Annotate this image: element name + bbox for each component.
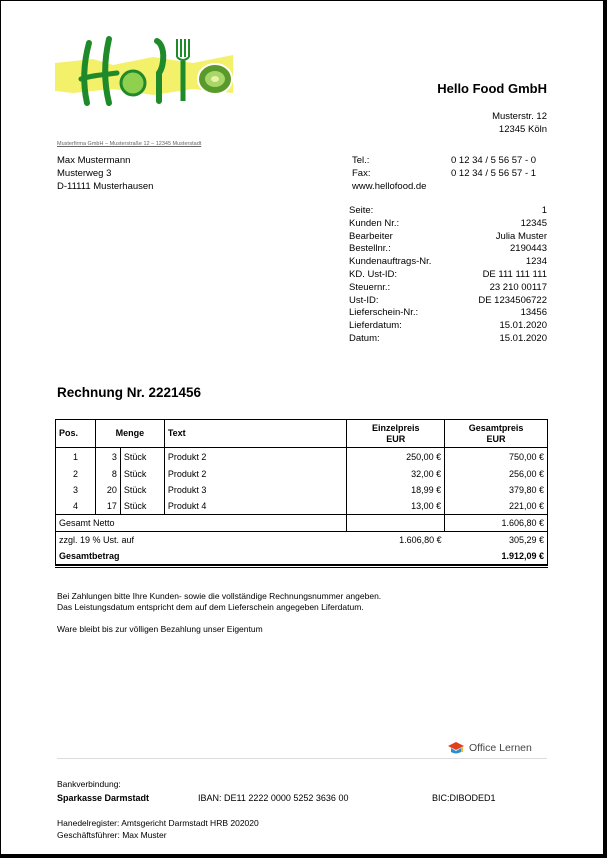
company-logo <box>53 35 235 107</box>
row-unit: Stück <box>120 498 164 515</box>
company-city: 12345 Köln <box>498 124 547 135</box>
row-price: 32,00 € <box>347 466 445 482</box>
total-row <box>56 548 548 565</box>
meta-value: 1 <box>541 205 547 216</box>
website: www.hellofood.de <box>352 181 427 192</box>
company-street: Musterstr. 12 <box>492 111 547 122</box>
netto-value: 1.606,80 € <box>445 514 548 531</box>
recipient-street: Musterweg 3 <box>57 168 112 179</box>
meta-label: Datum: <box>349 332 380 344</box>
meta-value: 15.01.2020 <box>499 332 547 344</box>
meta-label: Ust-ID: <box>349 294 379 306</box>
einzelpreis-unit: EUR <box>386 433 406 444</box>
row-text: Produkt 2 <box>164 466 346 482</box>
meta-label: KD. Ust-ID: <box>349 268 398 280</box>
company-name: Hello Food GmbH <box>437 81 547 96</box>
row-text: Produkt 2 <box>164 448 346 466</box>
recipient-name: Max Mustermann <box>57 155 131 166</box>
row-unit: Stück <box>120 466 164 482</box>
gesamtpreis-unit: EUR <box>486 433 506 444</box>
company-address <box>401 110 547 136</box>
meta-value: 13456 <box>520 307 547 319</box>
row-pos: 3 <box>56 482 96 498</box>
recipient-city: D-11111 Musterhausen <box>57 181 154 192</box>
meta-value: Julia Muster <box>495 230 547 242</box>
iban: IBAN: DE11 2222 0000 5252 3636 00 <box>198 793 349 803</box>
row-total: 221,00 € <box>445 498 548 515</box>
vat-row <box>56 531 548 548</box>
office-lernen-logo <box>447 741 532 755</box>
invoice-items-table <box>55 419 548 565</box>
footer-divider <box>57 758 547 759</box>
meta-row <box>349 333 547 346</box>
row-total: 256,00 € <box>445 466 548 482</box>
meta-row <box>349 231 547 244</box>
meta-label: Kunden Nr.: <box>349 217 400 229</box>
note-line: Ware bleibt bis zur völligen Bezahlung unser Eigentum <box>57 624 263 634</box>
row-pos: 4 <box>56 498 96 515</box>
bank-label: Bankverbindung: <box>57 779 121 789</box>
meta-row <box>349 307 547 320</box>
meta-label: Bearbeiter <box>349 230 393 242</box>
graduation-cap-icon <box>447 741 465 755</box>
table-row <box>56 448 548 466</box>
row-total: 379,80 € <box>445 482 548 498</box>
row-text: Produkt 4 <box>164 498 346 515</box>
note-line: Das Leistungsdatum entspricht dem auf dem Lieferschein angegeben Liferdatum. <box>57 602 364 612</box>
fax-label: Fax: <box>352 168 371 179</box>
row-text: Produkt 3 <box>164 482 346 498</box>
header-einzelpreis <box>347 420 445 448</box>
table-row <box>56 466 548 482</box>
lime-icon <box>121 71 145 95</box>
meta-value: 23 210 00117 <box>489 281 547 293</box>
table-header <box>56 420 548 448</box>
header-gesamtpreis <box>445 420 548 448</box>
note-line: Bei Zahlungen bitte Ihre Kunden- sowie die vollständige Rechnungsnummer angeben. <box>57 591 382 601</box>
gesamtpreis-label: Gesamtpreis <box>468 422 524 433</box>
einzelpreis-label: Einzelpreis <box>371 422 420 433</box>
manager-line: Geschäftsführer: Max Muster <box>57 830 167 840</box>
meta-row <box>349 282 547 295</box>
header-pos: Pos. <box>56 420 96 448</box>
invoice-title: Rechnung Nr. 2221456 <box>57 385 202 400</box>
contact-fax <box>352 167 547 180</box>
recipient-address <box>57 154 153 193</box>
meta-value: DE 111 111 111 <box>482 268 547 280</box>
meta-label: Seite: <box>349 205 374 216</box>
office-lernen-text: Office Lernen <box>469 742 532 754</box>
total-value: 1.912,09 € <box>501 550 544 561</box>
meta-value: 1234 <box>525 256 547 268</box>
row-total: 750,00 € <box>445 448 548 466</box>
row-qty: 20 <box>95 482 120 498</box>
row-qty: 8 <box>95 466 120 482</box>
row-qty: 17 <box>95 498 120 515</box>
bank-name: Sparkasse Darmstadt <box>57 793 150 803</box>
payment-notes <box>57 591 381 635</box>
table-row <box>56 498 548 515</box>
kiwi-icon <box>198 64 232 94</box>
vat-label: zzgl. 19 % Ust. auf <box>56 531 347 548</box>
meta-row <box>349 269 547 282</box>
total-double-underline <box>55 565 548 568</box>
vat-value: 305,29 € <box>445 531 548 548</box>
meta-row <box>349 205 547 218</box>
tel-label: Tel.: <box>352 155 370 166</box>
contact-block <box>352 154 547 193</box>
meta-value: 2190443 <box>510 243 547 255</box>
meta-row <box>349 256 547 269</box>
vat-base: 1.606,80 € <box>347 531 445 548</box>
row-unit: Stück <box>120 448 164 466</box>
meta-label: Bestellnr.: <box>349 243 391 255</box>
contact-tel <box>352 154 547 167</box>
row-pos: 2 <box>56 466 96 482</box>
header-menge: Menge <box>95 420 164 448</box>
row-qty: 3 <box>95 448 120 466</box>
register-line: Hanedelregister: Amtsgericht Darmstadt HRB 202020 <box>57 818 259 828</box>
company-register <box>57 817 259 841</box>
netto-empty <box>347 514 445 531</box>
meta-value: DE 1234506722 <box>478 294 547 306</box>
total-label: Gesamtbetrag <box>59 550 120 561</box>
table-row <box>56 482 548 498</box>
meta-label: Lieferschein-Nr.: <box>349 307 419 319</box>
total-empty <box>347 548 445 565</box>
meta-row <box>349 320 547 333</box>
meta-row <box>349 295 547 308</box>
meta-label: Lieferdatum: <box>349 320 402 332</box>
fax-value: 0 12 34 / 5 56 57 - 1 <box>451 168 537 179</box>
bic: BIC:DIBODED1 <box>432 793 496 803</box>
meta-row <box>349 218 547 231</box>
row-price: 18,99 € <box>347 482 445 498</box>
sender-line: Musterfirma GmbH – Musterstraße 12 – 12345 Musterstadt <box>57 141 202 147</box>
invoice-meta <box>349 205 547 346</box>
row-price: 13,00 € <box>347 498 445 515</box>
tel-value: 0 12 34 / 5 56 57 - 0 <box>451 155 537 166</box>
row-unit: Stück <box>120 482 164 498</box>
row-price: 250,00 € <box>347 448 445 466</box>
row-pos: 1 <box>56 448 96 466</box>
meta-value: 15.01.2020 <box>499 320 547 332</box>
header-text: Text <box>164 420 346 448</box>
netto-row <box>56 514 548 531</box>
meta-row <box>349 243 547 256</box>
meta-value: 12345 <box>520 217 547 229</box>
meta-label: Kundenauftrags-Nr. <box>349 256 432 268</box>
meta-label: Steuernr.: <box>349 281 391 293</box>
netto-label: Gesamt Netto <box>56 514 347 531</box>
